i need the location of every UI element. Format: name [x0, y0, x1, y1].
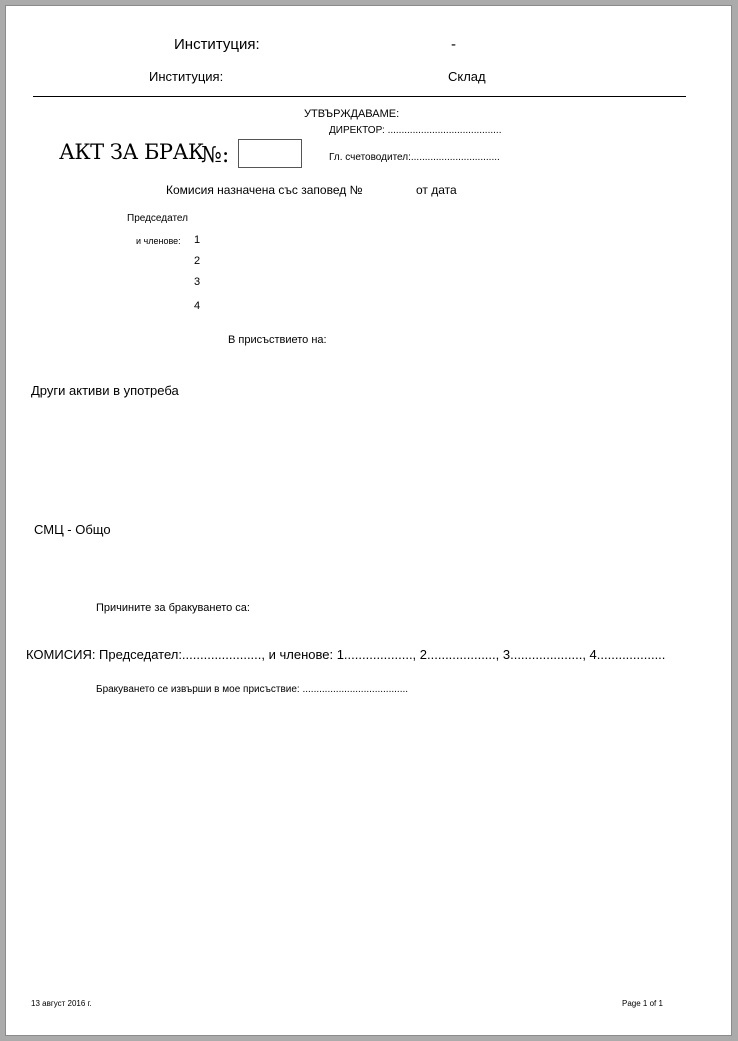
commission-order-text: Комисия назначена със заповед № — [166, 183, 363, 197]
institution-value-1: - — [451, 36, 456, 53]
scrapping-reasons-label: Причините за бракуването са: — [96, 602, 250, 614]
scrapping-presence-line: Бракуването се извърши в мое присъствие: ...................................... — [96, 684, 409, 695]
director-line: ДИРЕКТОР: ......................................... — [329, 125, 502, 136]
act-title: АКТ ЗА БРАК — [59, 140, 204, 164]
commission-date-text: от дата — [416, 183, 457, 197]
member-number-1: 1 — [194, 234, 201, 246]
members-label: и членове: — [136, 236, 181, 246]
section-smc-total: СМЦ - Общо — [34, 522, 111, 537]
institution-label-2: Институция: — [149, 69, 224, 84]
member-number-2: 2 — [194, 255, 201, 267]
institution-label-1: Институция: — [174, 36, 260, 53]
approve-label: УТВЪРЖДАВАМЕ: — [304, 108, 400, 120]
chief-accountant-line: Гл. счетоводител:................................ — [329, 152, 500, 163]
section-other-assets: Други активи в употреба — [31, 383, 179, 398]
commission-signatures: КОМИСИЯ: Председател:......................, и членове: 1..................., 2..................., 3...................., 4................... — [26, 647, 666, 662]
act-number-field — [238, 139, 302, 168]
header-divider — [33, 96, 686, 97]
report-page — [5, 5, 732, 1036]
presence-label: В присъствието на: — [228, 334, 327, 346]
member-number-3: 3 — [194, 276, 201, 288]
footer-date: 13 август 2016 г. — [31, 999, 92, 1008]
footer-page-number: Page 1 of 1 — [622, 999, 663, 1008]
act-number-label: №: — [201, 143, 230, 168]
member-number-4: 4 — [194, 300, 201, 312]
chairman-label: Председател — [127, 213, 188, 224]
institution-value-2: Склад — [448, 69, 486, 84]
